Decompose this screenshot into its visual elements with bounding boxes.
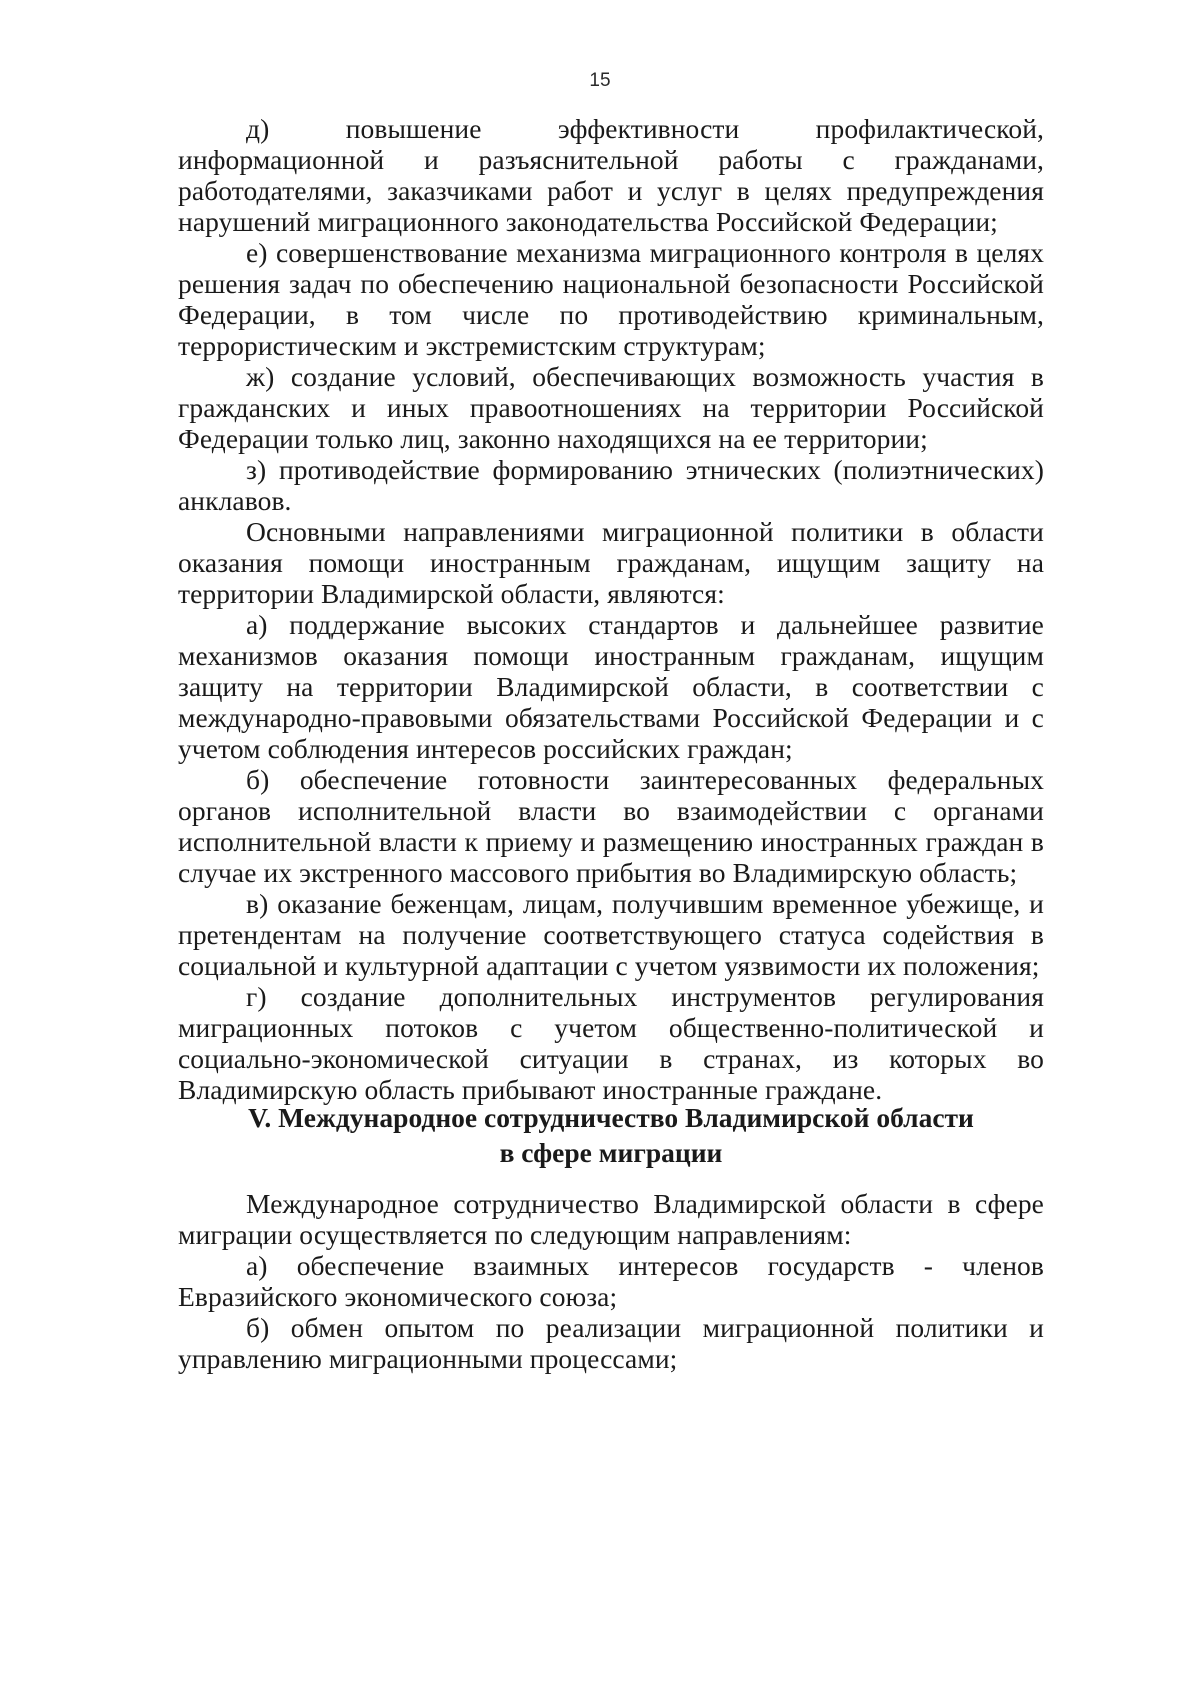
paragraph-item-a: а) поддержание высоких стандартов и дальнейшее развитие механизмов оказания помощи иностранным гражданам, ищущим защиту на территории Владимирской области, в соответствии с международно-правовыми обязательствами Российской Федерации и с учетом соблюдения интересов российских граждан; (178, 609, 1044, 764)
paragraph-coop-item-b: б) обмен опытом по реализации миграционной политики и управлению миграционными процессами; (178, 1312, 1044, 1374)
body-text-top (178, 113, 1044, 1105)
section-heading-line-2: в сфере миграции (499, 1137, 723, 1168)
page-number: 15 (589, 70, 611, 91)
paragraph-intro-cooperation: Международное сотрудничество Владимирской области в сфере миграции осуществляется по следующим направлениям: (178, 1188, 1044, 1250)
paragraph-item-d: д) повышение эффективности профилактической, информационной и разъяснительной работы с гражданами, работодателями, заказчиками работ и услуг в целях предупреждения нарушений миграционного законодательства Российской Федерации; (178, 113, 1044, 237)
paragraph-item-e: е) совершенствование механизма миграционного контроля в целях решения задач по обеспечению национальной безопасности Российской Федерации, в том числе по противодействию криминальным, террористическим и экстремистским структурам; (178, 237, 1044, 361)
section-heading (178, 1100, 1044, 1170)
paragraph-item-g: г) создание дополнительных инструментов регулирования миграционных потоков с учетом общественно-политической и социально-экономической ситуации в странах, из которых во Владимирскую область прибывают иностранные граждане. (178, 981, 1044, 1105)
body-text-bottom (178, 1188, 1044, 1374)
paragraph-item-z: з) противодействие формированию этнических (полиэтнических) анклавов. (178, 454, 1044, 516)
section-heading-line-1: V. Международное сотрудничество Владимирской области (248, 1102, 974, 1133)
paragraph-coop-item-a: а) обеспечение взаимных интересов государств - членов Евразийского экономического союза; (178, 1250, 1044, 1312)
paragraph-item-v: в) оказание беженцам, лицам, получившим временное убежище, и претендентам на получение соответствующего статуса содействия в социальной и культурной адаптации с учетом уязвимости их положения; (178, 888, 1044, 981)
paragraph-item-zh: ж) создание условий, обеспечивающих возможность участия в гражданских и иных правоотношениях на территории Российской Федерации только лиц, законно находящихся на ее территории; (178, 361, 1044, 454)
paragraph-item-b: б) обеспечение готовности заинтересованных федеральных органов исполнительной власти во взаимодействии с органами исполнительной власти к приему и размещению иностранных граждан в случае их экстренного массового прибытия во Владимирскую область; (178, 764, 1044, 888)
paragraph-intro-asylum: Основными направлениями миграционной политики в области оказания помощи иностранным гражданам, ищущим защиту на территории Владимирской области, являются: (178, 516, 1044, 609)
